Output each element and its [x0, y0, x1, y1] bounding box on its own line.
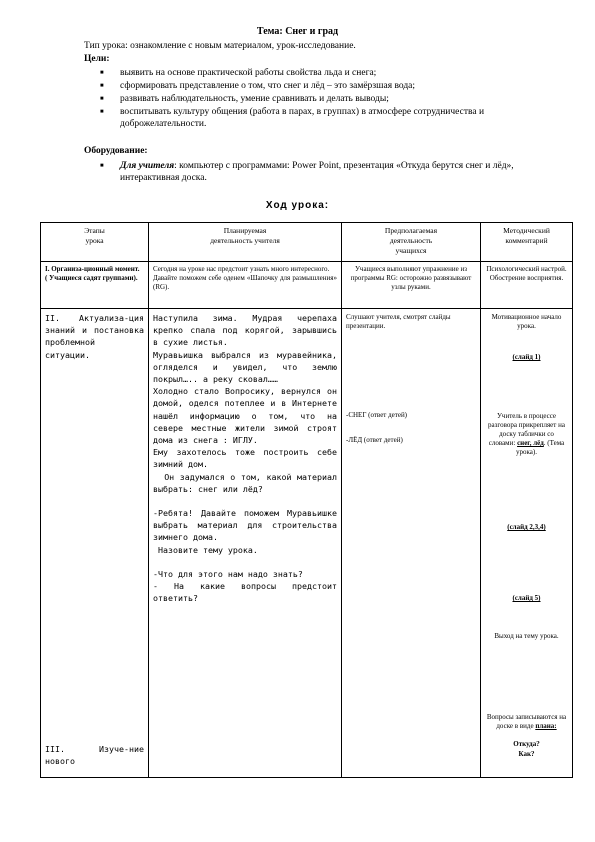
goal-item: ■ сформировать представление о том, что снег и лёд – это замёрзшая вода; — [100, 80, 530, 92]
goals-heading: Цели: — [84, 54, 110, 64]
teacher-text: -Что для этого нам надо знать? — [153, 568, 303, 579]
lesson-table — [40, 222, 573, 778]
students-answer-ice: -ЛЁД (ответ детей) — [346, 436, 403, 444]
row1-comment: Психологический настрой. Обострение восприятия. — [481, 262, 573, 309]
header-students: Предполагаемая деятельность учащихся — [342, 223, 481, 262]
row2-teacher — [149, 309, 342, 778]
comment-text: . (Тема урока). — [516, 439, 565, 456]
row1-teacher: Сегодня на уроке нас предстоит узнать много интересного. Давайте поможем себе оденем «Шапочку для размышления» (RG). — [149, 262, 342, 309]
teacher-text: Ему захотелось тоже построить себе зимний дом. — [153, 447, 337, 470]
goals-list — [100, 67, 530, 131]
comment-slide-2-4: (слайд 2,3,4) — [507, 523, 546, 531]
row2-comment — [481, 309, 573, 778]
header-teacher: Планируемая деятельность учителя — [149, 223, 342, 262]
equipment-item — [100, 160, 530, 184]
teacher-text: Он задумался о том, какой материал выбрать: снег или лёд? — [153, 471, 342, 494]
stage-new-material: III. Изуче-ние нового — [45, 744, 144, 767]
comment-topic: Выход на тему урока. — [494, 632, 559, 640]
row2-students — [342, 309, 481, 778]
teacher-text: Наступила зима. Мудрая черепаха крепко спала под корягой, зарывшись в сухие листья. — [153, 313, 337, 348]
document-title: Тема: Снег и град — [256, 26, 339, 37]
comment-motivation: Мотивационное начало урока. — [491, 313, 562, 330]
header-comment: Методический комментарий — [481, 223, 573, 262]
comment-plan — [485, 713, 568, 731]
comment-text: Вопросы записываются на доске в виде — [486, 713, 567, 730]
teacher-text: Холодно стало Вопросику, вернулся он домой, оделся потеплее и в Интернете нашёл информацию о том, что на севере местные жители зимой строят дома из снега : ИГЛУ. — [153, 386, 337, 446]
equipment-for: Для учителя — [120, 161, 175, 171]
lesson-type-line — [84, 40, 356, 52]
equipment-heading: Оборудование: — [84, 146, 148, 156]
teacher-text: Назовите тему урока. — [153, 544, 258, 555]
comment-how: Как? — [518, 750, 535, 758]
stage-actualization: II. Актуализа-ция знаний и постановка проблемной ситуации. — [45, 313, 144, 360]
bullet-icon: ■ — [100, 163, 104, 169]
goal-item: ■ выявить на основе практической работы свойства льда и снега; — [100, 67, 530, 79]
course-title: Ход урока: — [265, 200, 330, 211]
goal-item: ■ развивать наблюдательность, умение сравнивать и делать выводы; — [100, 93, 530, 105]
row1-stage: I. Организа-ционный момент. ( Учащиеся садят группами). — [41, 262, 149, 309]
table-row — [41, 262, 573, 309]
students-listen: Слушают учителя, смотрят слайды презентации. — [346, 313, 451, 330]
comment-where-from: Откуда? — [513, 740, 540, 748]
teacher-text: Муравьишка выбрался из муравейника, огляделся и увидел, что землю покрыл….. а реку сковал…… — [153, 349, 337, 385]
students-answer-snow: -СНЕГ (ответ детей) — [346, 411, 408, 419]
lesson-type-value: : ознакомление с новым материалом, урок-исследование. — [125, 41, 356, 51]
table-row — [41, 309, 573, 778]
lesson-type-label: Тип урока — [84, 41, 126, 51]
equipment-text: : компьютер с программами: Power Point, презентация «Откуда берутся снег и лёд», интерактивная доска. — [120, 161, 514, 183]
comment-slide-1: (слайд 1) — [512, 353, 541, 361]
comment-words: снег, лёд — [517, 439, 544, 447]
comment-text: Учитель в процессе разговора прикрепляет на доску таблички со словами: — [488, 412, 565, 447]
table-header-row — [41, 223, 573, 262]
comment-teacher-cards — [485, 412, 568, 457]
comment-slide-5: (слайд 5) — [512, 594, 541, 602]
comment-word-plan: плана: — [535, 722, 557, 730]
teacher-text: - На какие вопросы предстоит ответить? — [153, 581, 337, 604]
row1-students: Учащиеся выполняют упражнение из программы RG: осторожно развязывают узлы руками. — [342, 262, 481, 309]
goal-item: ■ воспитывать культуру общения (работа в парах, в группах) в атмосфере сотрудничества и доброжелательности. — [100, 106, 530, 130]
row2-stage — [41, 309, 149, 778]
teacher-text: -Ребята! Давайте поможем Муравьишке выбрать материал для строительства зимнего дома. — [153, 508, 337, 543]
header-stages: Этапы урока — [41, 223, 149, 262]
